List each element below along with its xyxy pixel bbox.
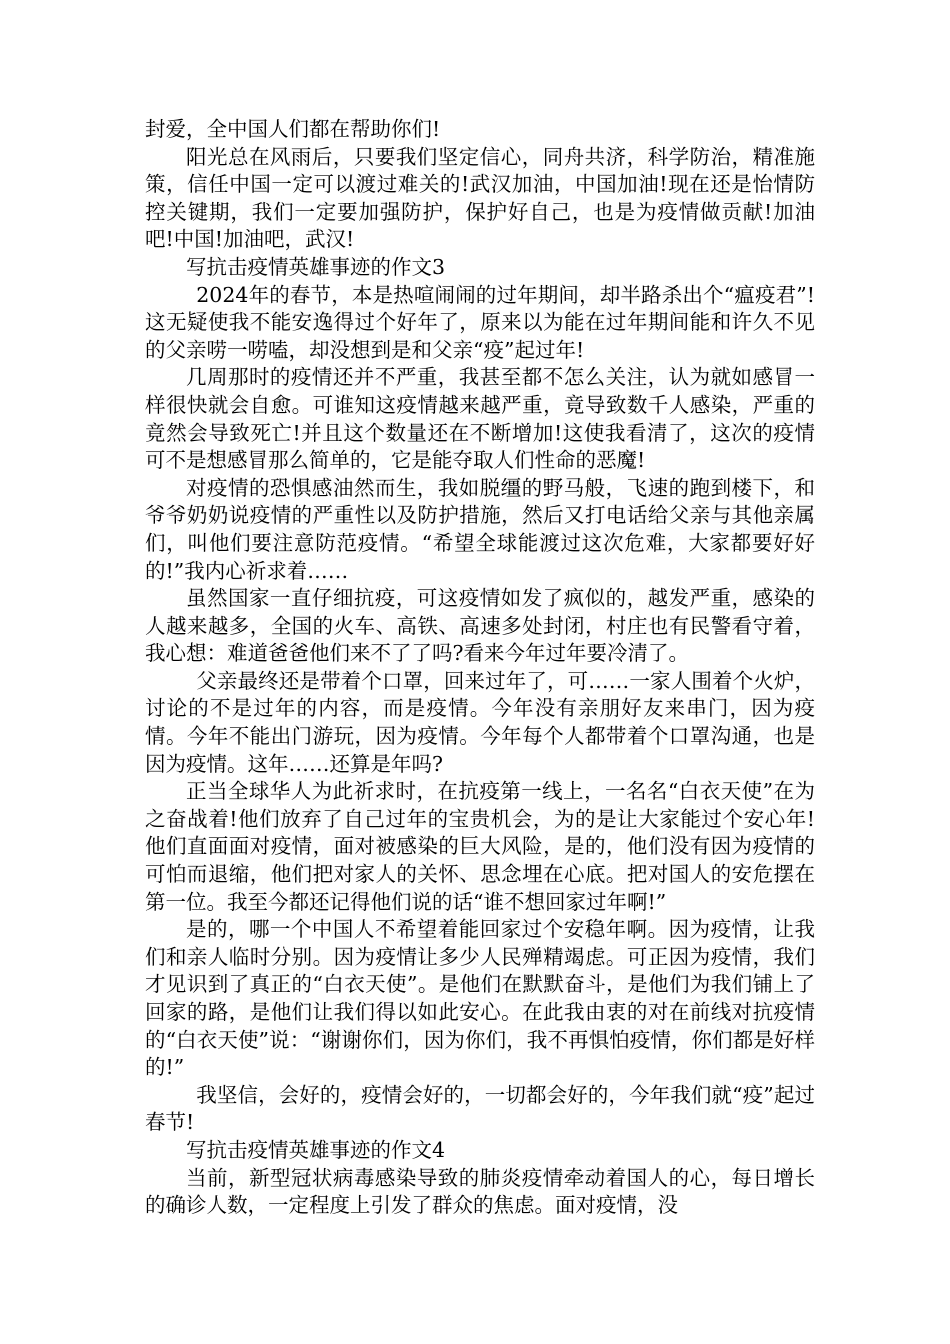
paragraph: 当前，新型冠状病毒感染导致的肺炎疫情牵动着国人的心，每日增长的确诊人数，一定程度上引发了群众的焦虑。面对疫情，没 [145, 1165, 815, 1218]
section-heading: 写抗击疫情英雄事迹的作文4 [186, 1137, 446, 1162]
document-page [145, 116, 815, 1220]
paragraph: 父亲最终还是带着个口罩，回来过年了，可……一家人围着个火炉，讨论的不是过年的内容，而是疫情。今年没有亲朋好友来串门，因为疫情。今年不能出门游玩，因为疫情。今年每个人都带着个口罩沟通，也是因为疫情。这年……还算是年吗? [145, 668, 815, 776]
paragraph: 阳光总在风雨后，只要我们坚定信心，同舟共济，科学防治，精准施策，信任中国一定可以渡过难关的!武汉加油，中国加油!现在还是怡情防控关键期，我们一定要加强防护，保护好自己，也是为疫情做贡献!加油吧!中国!加油吧，武汉! [145, 144, 815, 252]
paragraph: 封爱，全中国人们都在帮助你们! [145, 117, 441, 141]
paragraph: 几周那时的疫情还并不严重，我甚至都不怎么关注，认为就如感冒一样很快就会自愈。可谁知这疫情越来越严重，竟导致数千人感染，严重的竟然会导致死亡!并且这个数量还在不断增加!这使我看清了，这次的疫情可不是想感冒那么简单的，它是能夺取人们性命的恶魔! [145, 365, 815, 473]
paragraph: 是的，哪一个中国人不希望着能回家过个安稳年啊。因为疫情，让我们和亲人临时分别。因为疫情让多少人民殚精竭虑。可正因为疫情，我们才见识到了真正的“白衣天使”。是他们在默默奋斗，是他们为我们铺上了回家的路，是他们让我们得以如此安心。在此我由衷的对在前线对抗疫情的“白衣天使”说：“谢谢你们，因为你们，我不再惧怕疫情，你们都是好样的!” [145, 917, 815, 1080]
paragraph: 虽然国家一直仔细抗疫，可这疫情如发了疯似的，越发严重，感染的人越来越多，全国的火车、高铁、高速多处封闭，村庄也有民警看守着，我心想：难道爸爸他们来不了了吗?看来今年过年要冷清了。 [145, 586, 815, 666]
paragraph: 我坚信，会好的，疫情会好的，一切都会好的，今年我们就“疫”起过春节! [145, 1082, 815, 1135]
paragraph: 正当全球华人为此祈求时，在抗疫第一线上，一名名“白衣天使”在为之奋战着!他们放弃了自己过年的宝贵机会，为的是让大家能过个安心年!他们直面面对疫情，面对被感染的巨大风险，是的，他们没有因为疫情的可怕而退缩，他们把对家人的关怀、思念埋在心底。把对国人的安危摆在第一位。我至今都还记得他们说的话“谁不想回家过年啊!” [145, 779, 815, 914]
paragraph: 2024年的春节，本是热喧闹闹的过年期间，却半路杀出个“瘟疫君”!这无疑使我不能安逸得过个好年了，原来以为能在过年期间能和许久不见的父亲唠一唠嗑，却没想到是和父亲“疫”起过年! [145, 282, 815, 362]
section-heading: 写抗击疫情英雄事迹的作文3 [186, 254, 446, 279]
paragraph: 对疫情的恐惧感油然而生，我如脱缰的野马般，飞速的跑到楼下，和爷爷奶奶说疫情的严重性以及防护措施，然后又打电话给父亲与其他亲属们，叫他们要注意防范疫情。“希望全球能渡过这次危难，大家都要好好的!”我内心祈求着…… [145, 475, 815, 583]
